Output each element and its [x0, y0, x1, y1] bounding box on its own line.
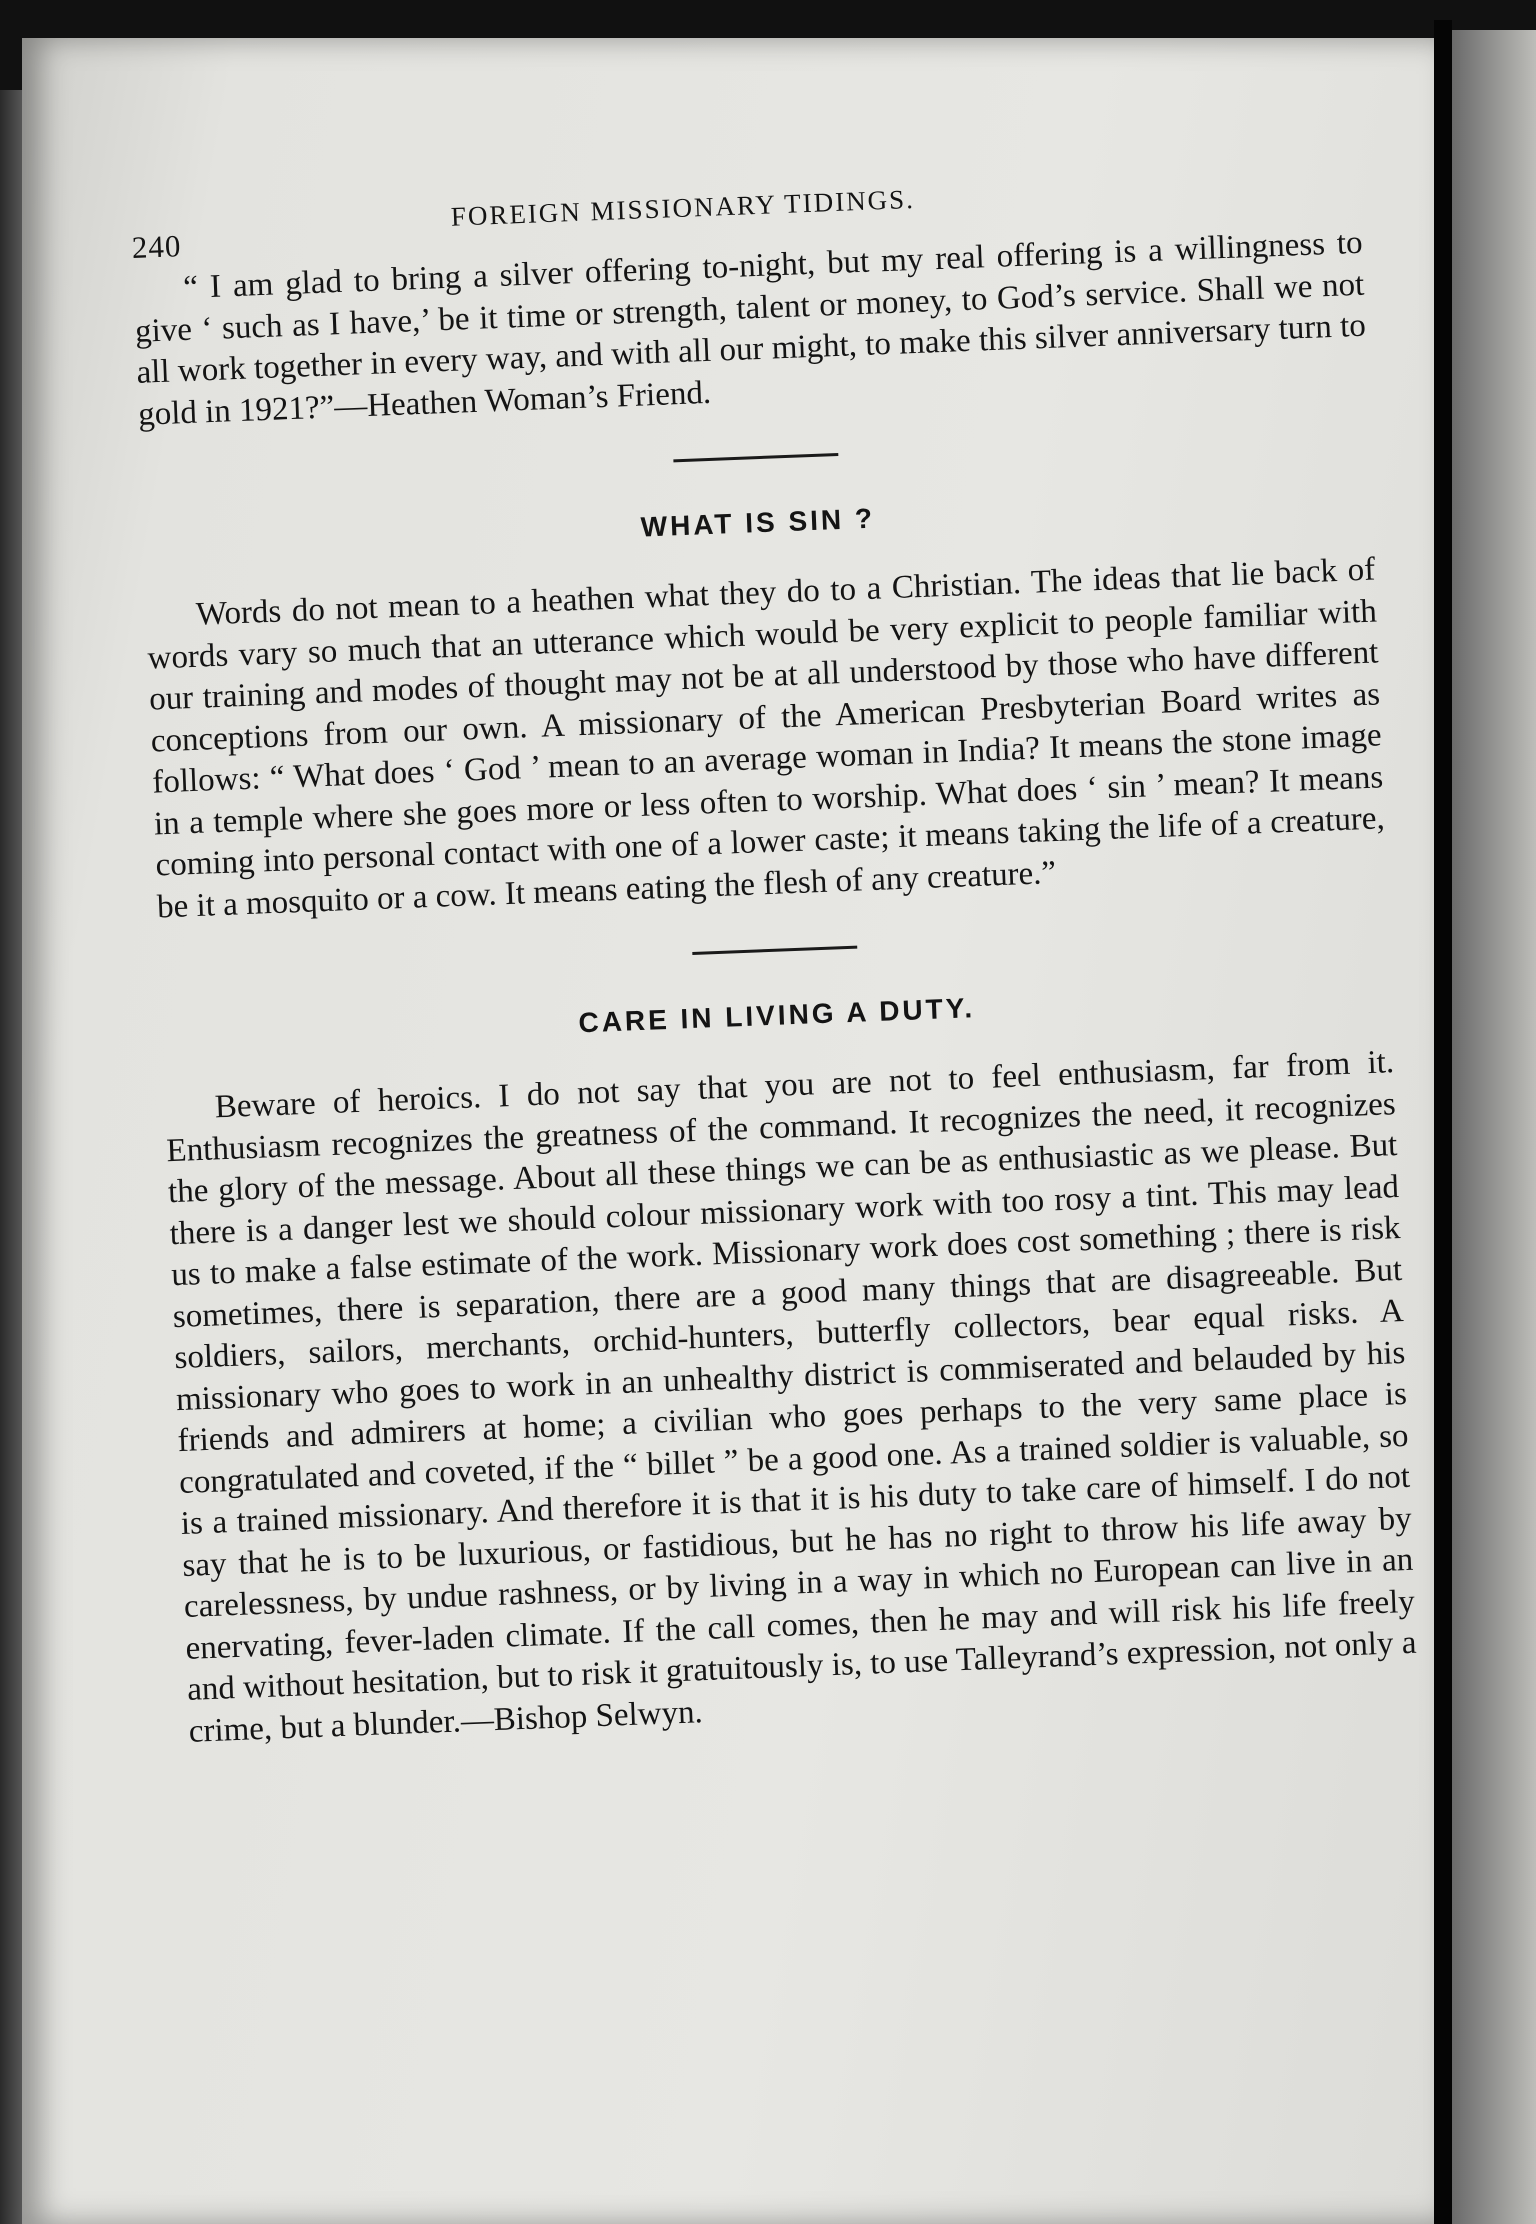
what-is-sin-paragraph: Words do not mean to a heathen what they do to a Christian. The ideas that lie back of words vary so much that an utterance which would be very explicit to people familiar with our training and modes of thought may not be at all understood by those who have different conceptions from our own. A missionary of the American Presbyterian Board writes as follows: “ What does ‘ God ’ mean to an average woman in India? It means the stone image in a temple where she goes more or less often to worship. What does ‘ sin ’ mean? It means coming into personal contact with one of a lower caste; it means taking the life of a creature, be it a mosquito or a cow. It means eating the flesh of any creature.” — [146, 551, 1386, 925]
section-divider — [673, 453, 838, 462]
section-divider — [692, 946, 857, 955]
book-gutter — [1434, 20, 1452, 2224]
facing-page-edge — [1452, 30, 1536, 2224]
section-heading-what-is-sin: WHAT IS SIN ? — [640, 502, 876, 543]
running-title: FOREIGN MISSIONARY TIDINGS. — [450, 183, 916, 232]
page-text-block — [130, 153, 1419, 1753]
intro-paragraph: “ I am glad to bring a silver offering to-night, but my real offering is a willingness to give ‘ such as I have,’ be it time or strength, talent or money, to God’s service. Shall we not all work together in every way, and with all our might, to make this silver anniversary turn to gold in 1921?”—Heathen Woman’s Friend. — [134, 224, 1367, 433]
section-heading-care-in-living: CARE IN LIVING A DUTY. — [577, 992, 976, 1039]
page-number: 240 — [131, 228, 182, 265]
care-in-living-paragraph: Beware of heroics. I do not say that you are not to feel enthusiasm, far from it. Enthusiasm recognizes the greatness of the command. It recognizes the need, it recognizes the glory of the message. About all these things we can be as enthusiastic as we please. But there is a danger lest we should colour missionary work with too rosy a tint. This may lead us to make a false estimate of the work. Missionary work does cost something ; there is risk sometimes, there is separation, there are a good many things that are disagreeable. But soldiers, sailors, merchants, orchid-hunters, butterfly collectors, bear equal risks. A missionary who goes to work in an unhealthy district is commiserated and belauded by his friends and admirers at home; a civilian who goes perhaps to the very same place is congratulated and coveted, if the “ billet ” be a good one. As a trained soldier is valuable, so is a trained missionary. And therefore it is that it is his duty to take care of himself. I do not say that he is to be luxurious, or fastidious, but he has no right to throw his life away by carelessness, by undue rashness, or by living in a way in which no European can live in an enervating, fever-laden climate. If the call comes, then he may and will risk his life freely and without hesitation, but to risk it gratuitously is, to use Talleyrand’s expression, not only a crime, but a blunder.—Bishop Selwyn. — [165, 1044, 1418, 1750]
